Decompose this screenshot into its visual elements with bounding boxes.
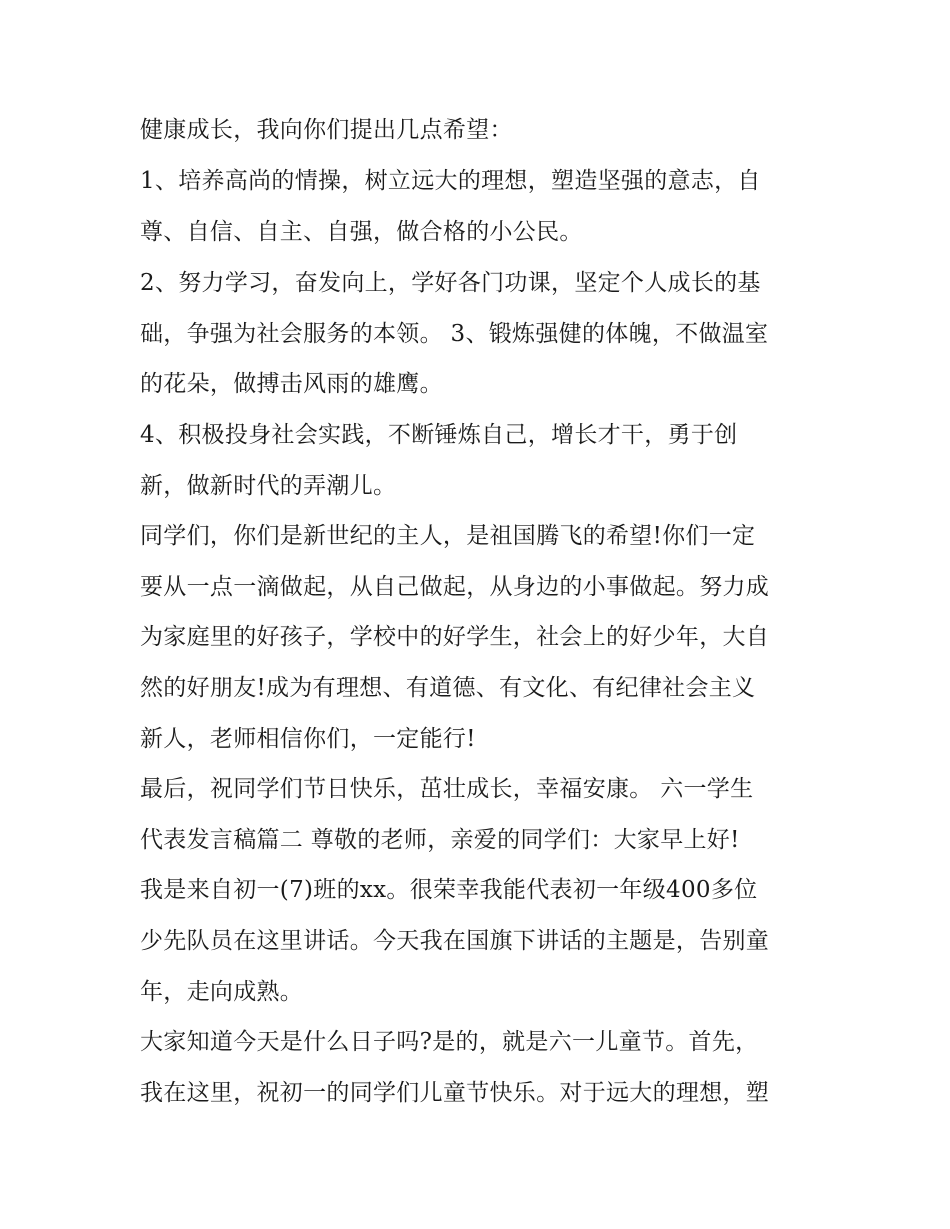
text-line: 础，争强为社会服务的本领。 3、锻炼强健的体魄，不做温室	[140, 321, 769, 347]
text-line: 年，走向成熟。	[140, 979, 304, 1005]
text-line: 的花朵，做搏击风雨的雄鹰。	[140, 371, 443, 397]
text-line: 健康成长，我向你们提出几点希望：	[140, 117, 513, 143]
text-line: 同学们，你们是新世纪的主人，是祖国腾飞的希望!你们一定	[140, 523, 756, 549]
text-line: 最后，祝同学们节日快乐，茁壮成长，幸福安康。 六一学生	[140, 776, 754, 802]
text-line: 1、培养高尚的情操，树立远大的理想，塑造坚强的意志，自	[140, 168, 761, 194]
text-line: 新，做新时代的弄潮儿。	[140, 473, 397, 499]
text-line: 要从一点一滴做起，从自己做起，从身边的小事做起。努力成	[140, 574, 770, 600]
text-line: 我是来自初一(7)班的xx。很荣幸我能代表初一年级400多位	[140, 877, 758, 903]
text-line: 新人，老师相信你们，一定能行!	[140, 726, 476, 752]
text-line: 我在这里，祝初一的同学们儿童节快乐。对于远大的理想，塑	[140, 1080, 770, 1106]
text-line: 大家知道今天是什么日子吗?是的，就是六一儿童节。首先，	[140, 1029, 759, 1055]
text-line: 尊、自信、自主、自强，做合格的小公民。	[140, 219, 583, 245]
text-line: 4、积极投身社会实践，不断锤炼自己，增长才干，勇于创	[140, 422, 738, 448]
text-line: 少先队员在这里讲话。今天我在国旗下讲话的主题是，告别童	[140, 928, 770, 954]
text-line: 然的好朋友!成为有理想、有道德、有文化、有纪律社会主义	[140, 675, 756, 701]
text-line: 2、努力学习，奋发向上，学好各门功课，坚定个人成长的基	[140, 270, 761, 296]
text-line: 为家庭里的好孩子，学校中的好学生，社会上的好少年，大自	[140, 624, 770, 650]
text-line: 代表发言稿篇二 尊敬的老师，亲爱的同学们：大家早上好!	[140, 827, 740, 853]
